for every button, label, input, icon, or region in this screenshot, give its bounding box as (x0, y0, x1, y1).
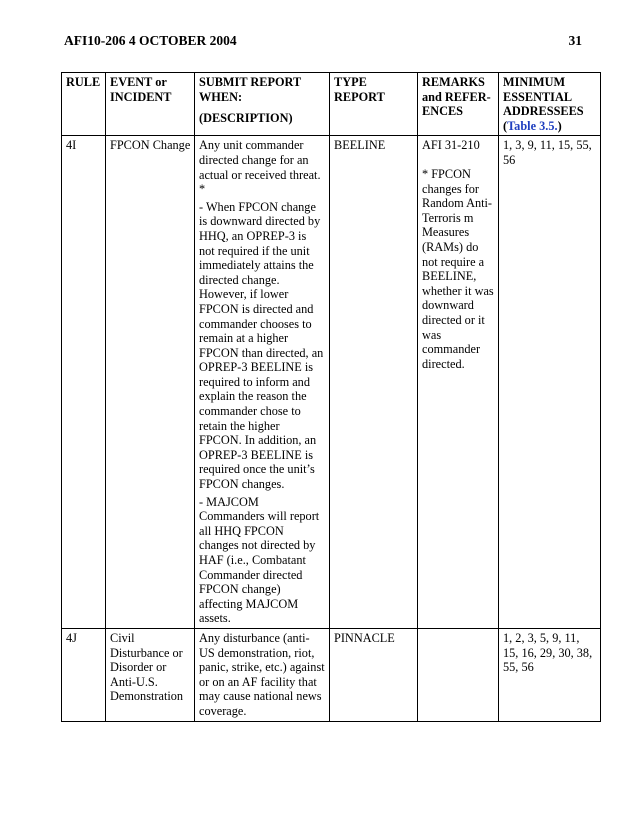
col-header-addressees: MINIMUM ESSENTIAL ADDRESSEES (Table 3.5.) (499, 73, 601, 136)
col-header-type: TYPE REPORT (330, 73, 418, 136)
table-row (62, 628, 601, 721)
col-header-rule: RULE (62, 73, 106, 136)
cell-event: Civil Disturbance or Disorder or Anti-U.S. Demonstration (106, 628, 195, 721)
table-row (62, 136, 601, 629)
cell-submit: Any disturbance (anti-US demonstration, riot, panic, strike, etc.) against or on an AF facility that may cause national news coverage. (195, 628, 330, 721)
cell-remarks: AFI 31-210 * FPCON changes for Random Anti-Terroris m Measures (RAMs) do not require a BEELINE, whether it was downward directed or it was commander directed. (418, 136, 499, 629)
cell-rule: 4I (62, 136, 106, 629)
cell-submit: Any unit commander directed change for an actual or received threat. * - When FPCON change is downward directed by HHQ, an OPREP-3 is not required if the unit immediately attains the directed change. However, if lower FPCON is directed and commander chooses to remain at a higher FPCON than directed, an OPREP-3 BEELINE is required to inform and explain the reason the commander chose to retain the higher FPCON. In addition, an OPREP-3 BEELINE is required once the unit’s FPCON changes. - MAJCOM Commanders will report all HHQ FPCON changes not directed by HAF (i.e., Combatant Commander directed FPCON change) affecting MAJCOM assets. (195, 136, 330, 629)
cell-type: BEELINE (330, 136, 418, 629)
table-3-5-link[interactable]: Table 3.5. (507, 118, 558, 133)
document-id: AFI10-206 4 OCTOBER 2004 (64, 33, 237, 48)
cell-event: FPCON Change (106, 136, 195, 629)
cell-rule: 4J (62, 628, 106, 721)
cell-remarks (418, 628, 499, 721)
col-header-remarks: REMARKS and REFER- ENCES (418, 73, 499, 136)
table-header-row (62, 73, 601, 136)
col-header-submit: SUBMIT REPORT WHEN: (DESCRIPTION) (195, 73, 330, 136)
col-header-event: EVENT or INCIDENT (106, 73, 195, 136)
cell-addressees: 1, 2, 3, 5, 9, 11, 15, 16, 29, 30, 38, 55, 56 (499, 628, 601, 721)
cell-type: PINNACLE (330, 628, 418, 721)
cell-addressees: 1, 3, 9, 11, 15, 55, 56 (499, 136, 601, 629)
page-number: 31 (568, 33, 582, 48)
report-rules-table (61, 72, 601, 722)
